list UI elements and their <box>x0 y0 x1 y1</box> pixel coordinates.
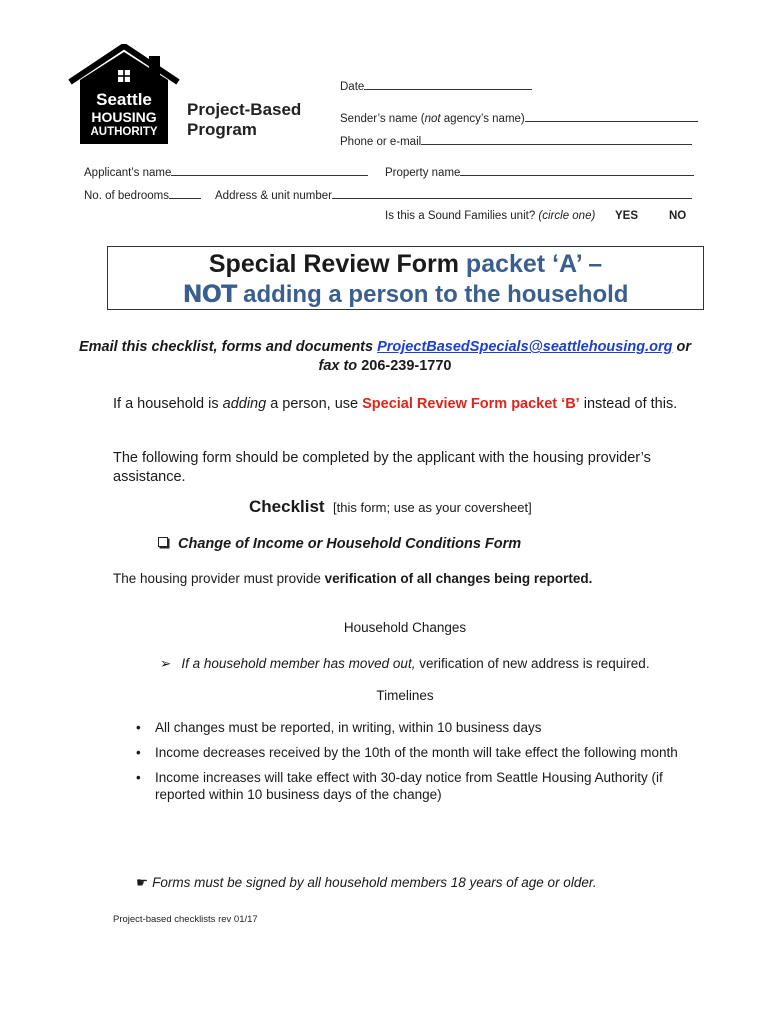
arrow-bullet-icon: ➢ <box>160 656 172 671</box>
sender-label-end: agency’s name) <box>440 113 525 125</box>
household-change-item <box>160 656 650 672</box>
intro-adding: adding <box>222 396 267 412</box>
phone-label: Phone or e-mail <box>340 136 422 148</box>
footer-revision: Project-based checklists rev 01/17 <box>113 914 258 925</box>
title-part2: packet ‘A’ – <box>465 250 603 278</box>
email-or: or <box>672 339 692 355</box>
title-line2 <box>108 279 703 310</box>
intro-mid: a person, use <box>266 396 363 412</box>
email-instruction <box>40 338 730 376</box>
title-part3: adding a person to the household <box>236 281 629 308</box>
address-line <box>332 187 692 199</box>
timeline-text: Income increases will take effect with 30-day notice from Seattle Housing Authority (if reported within 10 business days of the change) <box>155 770 663 802</box>
fax-label: fax to <box>318 358 362 374</box>
sender-line <box>525 110 698 122</box>
title-not-word: NOT <box>182 280 237 308</box>
yes-option[interactable]: YES <box>615 210 639 222</box>
timelines-heading: Timelines <box>376 688 434 703</box>
address-field[interactable] <box>215 187 692 202</box>
property-line <box>460 164 694 176</box>
moved-out-italic: If a household member has moved out, <box>181 656 416 671</box>
program-title-line2: Program <box>187 120 257 139</box>
email-link[interactable]: ProjectBasedSpecials@seattlehousing.org <box>377 339 673 355</box>
phone-line <box>421 133 692 145</box>
household-changes-heading: Household Changes <box>343 620 467 635</box>
bedrooms-label: No. of bedrooms <box>84 190 170 202</box>
checklist-item-label: Change of Income or Household Conditions Form <box>178 536 522 552</box>
sender-field[interactable] <box>340 110 698 125</box>
packet-b-reference: Special Review Form packet ‘B’ <box>362 396 580 412</box>
applicant-field[interactable] <box>84 164 368 179</box>
verification-start: The housing provider must provide <box>113 571 325 586</box>
title-box <box>107 246 704 310</box>
checklist-item[interactable] <box>158 536 521 552</box>
logo-text-housing: HOUSING <box>91 109 157 125</box>
email-text: Email this checklist, forms and documents <box>78 339 378 355</box>
checklist-heading-row <box>249 497 532 517</box>
checkbox-icon[interactable] <box>158 537 168 547</box>
applicant-line <box>171 164 368 176</box>
moved-out-rest: verification of new address is required. <box>415 656 650 671</box>
property-label: Property name <box>385 167 461 179</box>
verification-bold: verification of all changes being reported. <box>324 571 593 586</box>
list-item <box>110 744 710 761</box>
intro-end: instead of this. <box>579 396 678 412</box>
checklist-heading: Checklist <box>249 497 325 516</box>
date-line <box>364 78 532 90</box>
program-title-line1: Project-Based <box>187 100 302 119</box>
bedrooms-field[interactable] <box>84 187 201 202</box>
sound-families-question <box>385 210 595 222</box>
timeline-text: Income decreases received by the 10th of the month will take effect the following month <box>155 745 678 760</box>
sender-label-not: not <box>424 113 441 125</box>
intro-start: If a household is <box>113 396 223 412</box>
verification-note <box>113 571 592 586</box>
timeline-text: All changes must be reported, in writing, within 10 business days <box>155 720 542 735</box>
signature-note-text: Forms must be signed by all household members 18 years of age or older. <box>152 875 597 890</box>
logo-text-seattle: Seattle <box>96 90 152 109</box>
bullet-icon: • <box>136 720 141 735</box>
sha-logo <box>68 44 180 144</box>
title-part1: Special Review Form <box>208 250 466 278</box>
circle-one-label: (circle one) <box>538 210 596 222</box>
date-label: Date <box>340 81 365 93</box>
bullet-icon: • <box>136 745 141 760</box>
bedrooms-line <box>169 187 201 199</box>
address-label: Address & unit number <box>215 190 332 202</box>
list-item <box>110 769 710 803</box>
checklist-note: [this form; use as your coversheet] <box>333 500 532 515</box>
bullet-icon: • <box>136 770 141 785</box>
title-line1 <box>108 249 703 279</box>
sound-families-label: Is this a Sound Families unit? <box>385 210 539 222</box>
fax-number: 206-239-1770 <box>361 358 452 374</box>
no-option[interactable]: NO <box>669 210 687 222</box>
adding-person-note <box>113 395 683 414</box>
property-field[interactable] <box>385 164 694 179</box>
sender-label-start: Sender’s name ( <box>340 113 425 125</box>
timelines-list <box>110 719 710 811</box>
signature-note <box>136 875 597 891</box>
applicant-label: Applicant’s name <box>84 167 172 179</box>
pointing-hand-icon: ☛ <box>136 875 149 891</box>
date-field[interactable] <box>340 78 532 93</box>
completion-instruction: The following form should be completed by the applicant with the housing provider’s assistance. <box>113 450 651 485</box>
phone-field[interactable] <box>340 133 692 148</box>
list-item <box>110 719 710 736</box>
logo-text-authority: AUTHORITY <box>90 126 158 138</box>
